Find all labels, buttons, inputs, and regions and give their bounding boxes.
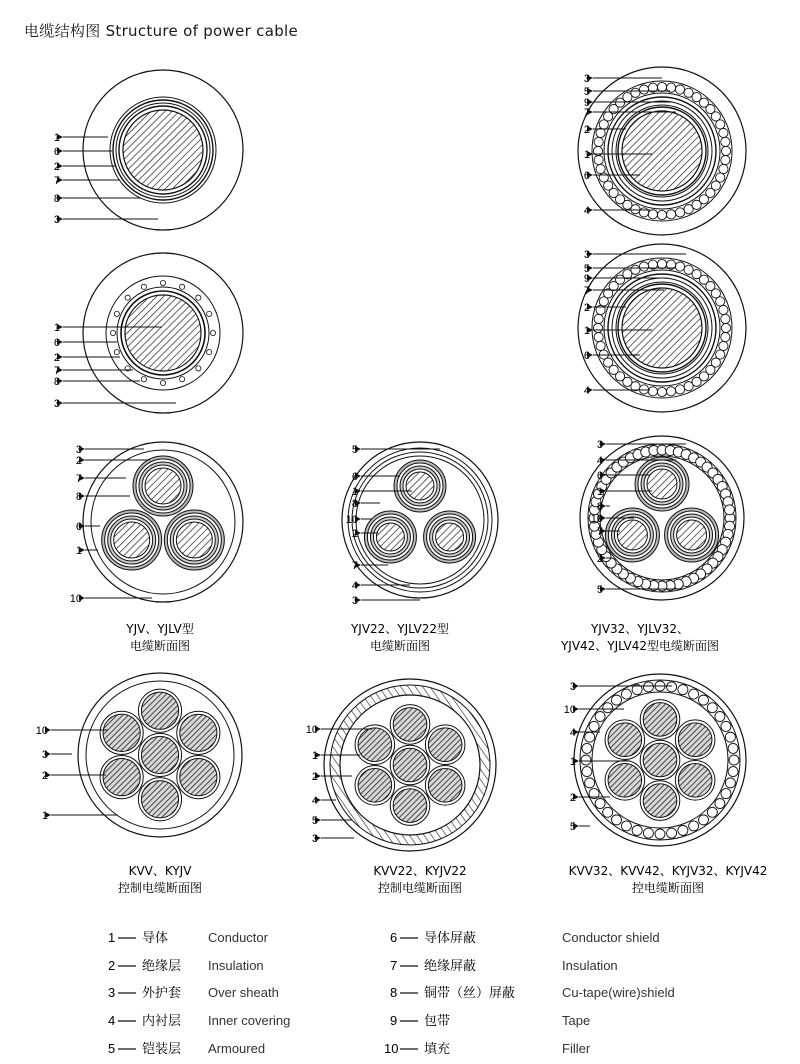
callout-number: 4 <box>583 385 590 397</box>
armour-wire <box>160 380 165 385</box>
callout-number: 1 <box>351 486 358 498</box>
callout-number: 3 <box>53 214 60 226</box>
armour-wire <box>675 385 684 394</box>
armour-wire <box>648 387 657 396</box>
diagram-single-core-a <box>83 70 243 230</box>
armour-wire <box>125 295 130 300</box>
callout-number: 5 <box>583 263 590 275</box>
callout-number: 2 <box>41 770 48 782</box>
callout-number: 3 <box>596 439 603 451</box>
core-conductor <box>677 520 707 550</box>
caption-control-kvv <box>118 864 202 895</box>
armour-wire <box>603 807 613 817</box>
callout-number: 1 <box>311 750 318 762</box>
armour-wire <box>728 767 738 777</box>
armour-wire <box>141 377 146 382</box>
core-conductor <box>678 763 712 797</box>
armour-wire <box>729 755 739 765</box>
callout-number: 7 <box>53 365 60 377</box>
callout-number: 7 <box>53 175 60 187</box>
armour-wire <box>594 314 603 323</box>
armour-wire <box>210 330 215 335</box>
callout-number: 10 <box>69 593 82 605</box>
legend-chinese: 内衬层 <box>142 1014 182 1029</box>
armour-wire <box>114 311 119 316</box>
armour-wire <box>196 366 201 371</box>
diagram-three-core-yjv22 <box>342 442 498 598</box>
callout-number: 6 <box>583 350 590 362</box>
callout-number: 6 <box>583 170 590 182</box>
callout-number: 5 <box>596 584 603 596</box>
conductor <box>622 111 702 191</box>
diagram-control-kvv22 <box>324 679 496 851</box>
armour-wire <box>585 778 595 788</box>
legend-number: 1 <box>108 930 116 945</box>
armour-wire <box>657 387 666 396</box>
callout-number: 9 <box>583 97 590 109</box>
core-conductor <box>180 714 217 751</box>
core-conductor <box>647 469 677 499</box>
callout-number: 6 <box>53 146 60 158</box>
armour-wire <box>698 815 708 825</box>
legend-number: 3 <box>108 985 116 1000</box>
armour-wire <box>639 208 648 217</box>
core-conductor <box>393 708 427 742</box>
armour-wire <box>719 128 728 137</box>
callout-number: 9 <box>583 273 590 285</box>
armour-wire <box>639 262 648 271</box>
callout-number: 1 <box>75 545 82 557</box>
callout-number: 5 <box>569 821 576 833</box>
legend-item-4 <box>108 1013 290 1029</box>
armour-wire <box>141 284 146 289</box>
legend-chinese: 绝缘屏蔽 <box>424 959 477 974</box>
armour-wire <box>207 311 212 316</box>
armour-wire <box>684 205 693 214</box>
callout-number: 2 <box>596 553 603 565</box>
conductor <box>622 288 702 368</box>
caption-line: YJV42、YJLV42型电缆断面图 <box>560 639 720 653</box>
armour-wire <box>612 695 622 705</box>
callout-number: 2 <box>53 161 60 173</box>
diagram-single-core-armoured-b <box>578 244 746 412</box>
callout-number: 1 <box>596 486 603 498</box>
armour-wire <box>596 164 605 173</box>
core-conductor <box>358 768 392 802</box>
callout-number: 6 <box>351 471 358 483</box>
diagram-three-core-yjv32 <box>580 436 744 600</box>
armour-wire <box>678 685 688 695</box>
legend-item-2 <box>108 958 264 974</box>
armour-wire <box>678 825 688 835</box>
armour-wire <box>689 689 699 699</box>
callout-number: 10 <box>563 704 576 716</box>
armour-wire <box>114 350 119 355</box>
legend-chinese: 导体 <box>142 931 169 946</box>
caption-three-core-yjv <box>125 621 194 653</box>
callout-number: 8 <box>53 193 60 205</box>
callout-number: 8 <box>75 491 82 503</box>
armour-wire <box>603 703 613 713</box>
callout-number: 4 <box>351 580 358 592</box>
callout-number: 8 <box>596 501 603 513</box>
callout-number: 10 <box>590 513 603 525</box>
legend-item-9 <box>390 1013 590 1029</box>
caption-line: 控制电缆断面图 <box>377 881 463 895</box>
callout-number: 6 <box>596 470 603 482</box>
callout-number: 2 <box>351 528 358 540</box>
callout-number: 1 <box>53 322 60 334</box>
armour-wire <box>581 755 591 765</box>
armour-wire <box>599 173 608 182</box>
legend-english: Cu-tape(wire)shield <box>562 985 675 1000</box>
armour-wire <box>721 146 730 155</box>
core-conductor <box>103 714 140 751</box>
armour-wire <box>675 85 684 94</box>
armour-wire <box>667 682 677 692</box>
diagram-control-kvv <box>78 673 242 837</box>
callout-number: 2 <box>569 792 576 804</box>
callout-number: 3 <box>311 833 318 845</box>
legend-number: 2 <box>108 958 116 973</box>
armour-wire <box>160 280 165 285</box>
legend-chinese: 填充 <box>424 1042 451 1057</box>
armour-wire <box>721 156 730 165</box>
callout-control-kvv32-5 <box>570 821 590 833</box>
armour-wire <box>596 341 605 350</box>
callout-number: 3 <box>569 681 576 693</box>
callout-number: 7 <box>75 473 82 485</box>
legend-number: 10 <box>384 1041 399 1056</box>
callout-number: 8 <box>351 498 358 510</box>
callout-number: 5 <box>311 815 318 827</box>
armour-wire <box>667 210 676 219</box>
callout-number: 2 <box>53 352 60 364</box>
caption-line: 电缆断面图 <box>129 639 191 653</box>
armour-wire <box>643 682 653 692</box>
armour-wire <box>621 821 631 831</box>
core-conductor <box>436 523 464 551</box>
caption-line: KVV22、KYJV22 <box>373 864 467 878</box>
legend-english: Inner covering <box>208 1013 291 1028</box>
armour-wire <box>719 164 728 173</box>
callout-number: 5 <box>351 444 358 456</box>
armour-wire <box>594 137 603 146</box>
callout-number: 10 <box>35 725 48 737</box>
armour-wire <box>643 828 653 838</box>
callout-number: 10 <box>305 724 318 736</box>
core-conductor <box>643 784 677 818</box>
legend-english: Insulation <box>562 958 618 973</box>
legend-chinese: 铜带（丝）屏蔽 <box>424 986 516 1001</box>
core-conductor <box>428 728 462 762</box>
caption-line: 控制电缆断面图 <box>117 881 203 895</box>
diagram-three-core-yjv <box>83 442 243 602</box>
page-title: 电缆结构图 Structure of power cable <box>24 22 299 40</box>
core-conductor <box>180 759 217 796</box>
callout-number: 6 <box>53 337 60 349</box>
caption-line: KVV32、KVV42、KYJV32、KYJV42 <box>568 864 768 878</box>
callout-control-kvv22-5 <box>312 833 354 845</box>
caption-line: 控电缆断面图 <box>631 881 705 895</box>
caption-control-kvv22 <box>373 864 466 895</box>
armour-wire <box>675 208 684 217</box>
callout-number: 4 <box>596 455 603 467</box>
callout-control-kvv-1 <box>42 749 72 761</box>
core-conductor <box>141 692 178 729</box>
legend-chinese: 导体屏蔽 <box>424 931 477 946</box>
callout-number: 1 <box>53 132 60 144</box>
callout-number: 3 <box>583 73 590 85</box>
diagram-single-core-b <box>83 253 243 413</box>
core-conductor <box>376 523 404 551</box>
armour-wire <box>593 323 602 332</box>
core-conductor <box>145 468 181 504</box>
core-conductor <box>608 723 642 757</box>
caption-line: 电缆断面图 <box>369 639 431 653</box>
legend-english: Conductor <box>208 930 268 945</box>
legend-item-3 <box>108 985 279 1001</box>
armour-wire <box>207 350 212 355</box>
armour-wire <box>707 703 717 713</box>
callout-number: 7 <box>596 526 603 538</box>
conductor <box>123 110 203 190</box>
armour-wire <box>721 721 731 731</box>
armour-wire <box>675 262 684 271</box>
armour-wire <box>721 314 730 323</box>
legend-item-7 <box>390 958 618 974</box>
armour-wire <box>721 323 730 332</box>
legend-chinese: 绝缘层 <box>142 959 182 974</box>
armour-wire <box>728 743 738 753</box>
armour-wire <box>657 210 666 219</box>
callout-number: 1 <box>569 756 576 768</box>
armour-wire <box>657 82 666 91</box>
legend-item-5 <box>108 1041 265 1057</box>
armour-wire <box>585 732 595 742</box>
armour-wire <box>196 295 201 300</box>
core-conductor <box>617 520 647 550</box>
armour-wire <box>180 377 185 382</box>
core-conductor <box>358 728 392 762</box>
core-conductor <box>678 723 712 757</box>
armour-wire <box>582 743 592 753</box>
callout-number: 7 <box>583 107 590 119</box>
core-conductor <box>428 768 462 802</box>
callout-number: 3 <box>75 444 82 456</box>
callout-number: 6 <box>75 521 82 533</box>
armour-wire <box>596 128 605 137</box>
legend-chinese: 铠装层 <box>142 1042 182 1057</box>
legend-english: Tape <box>562 1013 591 1028</box>
legend-chinese: 包带 <box>424 1014 451 1029</box>
legend-number: 9 <box>390 1013 398 1028</box>
conductor <box>125 295 201 371</box>
armour-wire <box>110 330 115 335</box>
armour-wire <box>589 721 599 731</box>
callout-number: 2 <box>311 771 318 783</box>
armour-wire <box>719 341 728 350</box>
armour-wire <box>595 712 605 722</box>
armour-wire <box>698 695 708 705</box>
armour-wire <box>721 789 731 799</box>
armour-wire <box>595 798 605 808</box>
callout-number: 4 <box>311 795 318 807</box>
armour-wire <box>716 297 725 306</box>
callout-number: 7 <box>351 560 358 572</box>
armour-wire <box>639 385 648 394</box>
core-conductor <box>141 736 178 773</box>
legend-number: 5 <box>108 1041 116 1056</box>
armour-wire <box>719 305 728 314</box>
callout-number: 4 <box>583 205 590 217</box>
core-conductor <box>406 472 434 500</box>
core-conductor <box>114 522 150 558</box>
legend-english: Over sheath <box>208 985 279 1000</box>
armour-wire <box>582 767 592 777</box>
armour-wire <box>648 210 657 219</box>
caption-control-kvv32 <box>569 864 768 895</box>
legend-english: Armoured <box>208 1041 266 1056</box>
armour-wire <box>639 85 648 94</box>
armour-wire <box>667 828 677 838</box>
armour-wire <box>715 798 725 808</box>
armour-wire <box>725 732 735 742</box>
callout-number: 1 <box>41 810 48 822</box>
callout-number: 3 <box>351 595 358 607</box>
diagram-control-kvv32 <box>574 674 746 846</box>
caption-three-core-yjv32 <box>560 622 719 653</box>
legend-item-10 <box>384 1041 591 1057</box>
callout-number: 3 <box>583 249 590 261</box>
caption-line: YJV22、YJLV22型 <box>350 622 450 636</box>
legend-number: 6 <box>390 930 398 945</box>
armour-wire <box>657 259 666 268</box>
callout-number: 3 <box>41 749 48 761</box>
armour-wire <box>689 821 699 831</box>
armour-wire <box>715 712 725 722</box>
callout-number: 4 <box>569 727 576 739</box>
callout-number: 10 <box>345 514 358 526</box>
armour-wire <box>180 284 185 289</box>
legend-item-6 <box>390 930 660 946</box>
core-conductor <box>176 522 212 558</box>
armour-wire <box>684 382 693 391</box>
legend-item-8 <box>390 985 675 1001</box>
armour-wire <box>725 778 735 788</box>
armour-wire <box>621 689 631 699</box>
callout-number: 1 <box>583 149 590 161</box>
armour-wire <box>631 265 640 274</box>
callout-number: 2 <box>75 455 82 467</box>
armour-wire <box>612 815 622 825</box>
legend-english: Filler <box>562 1041 591 1056</box>
callout-number: 7 <box>583 285 590 297</box>
core-conductor <box>103 759 140 796</box>
legend-number: 7 <box>390 958 398 973</box>
legend-english: Insulation <box>208 958 264 973</box>
legend-number: 8 <box>390 985 398 1000</box>
callout-number: 2 <box>583 302 590 314</box>
core-conductor <box>393 789 427 823</box>
armour-wire <box>725 505 735 515</box>
callout-number: 2 <box>583 124 590 136</box>
armour-wire <box>721 333 730 342</box>
callout-number: 8 <box>53 376 60 388</box>
callout-number: 3 <box>53 398 60 410</box>
armour-wire <box>667 387 676 396</box>
legend-english: Conductor shield <box>562 930 660 945</box>
armour-wire <box>716 120 725 129</box>
core-conductor <box>643 703 677 737</box>
armour-wire <box>655 829 665 839</box>
armour-wire <box>721 137 730 146</box>
armour-wire <box>594 156 603 165</box>
core-conductor <box>141 781 178 818</box>
caption-line: KVV、KYJV <box>128 864 192 878</box>
core-conductor <box>393 748 427 782</box>
armour-wire <box>707 807 717 817</box>
legend-number: 4 <box>108 1013 116 1028</box>
armour-wire <box>632 825 642 835</box>
legend-item-1 <box>108 930 269 946</box>
armour-wire <box>594 333 603 342</box>
caption-line: YJV、YJLV型 <box>126 622 194 636</box>
callout-number: 1 <box>583 325 590 337</box>
callout-number: 5 <box>583 86 590 98</box>
caption-line: YJV32、YJLV32、 <box>590 622 690 636</box>
core-conductor <box>643 743 677 777</box>
armour-wire <box>631 88 640 97</box>
legend-chinese: 外护套 <box>142 986 182 1001</box>
core-conductor <box>608 763 642 797</box>
caption-three-core-yjv22 <box>350 621 449 653</box>
